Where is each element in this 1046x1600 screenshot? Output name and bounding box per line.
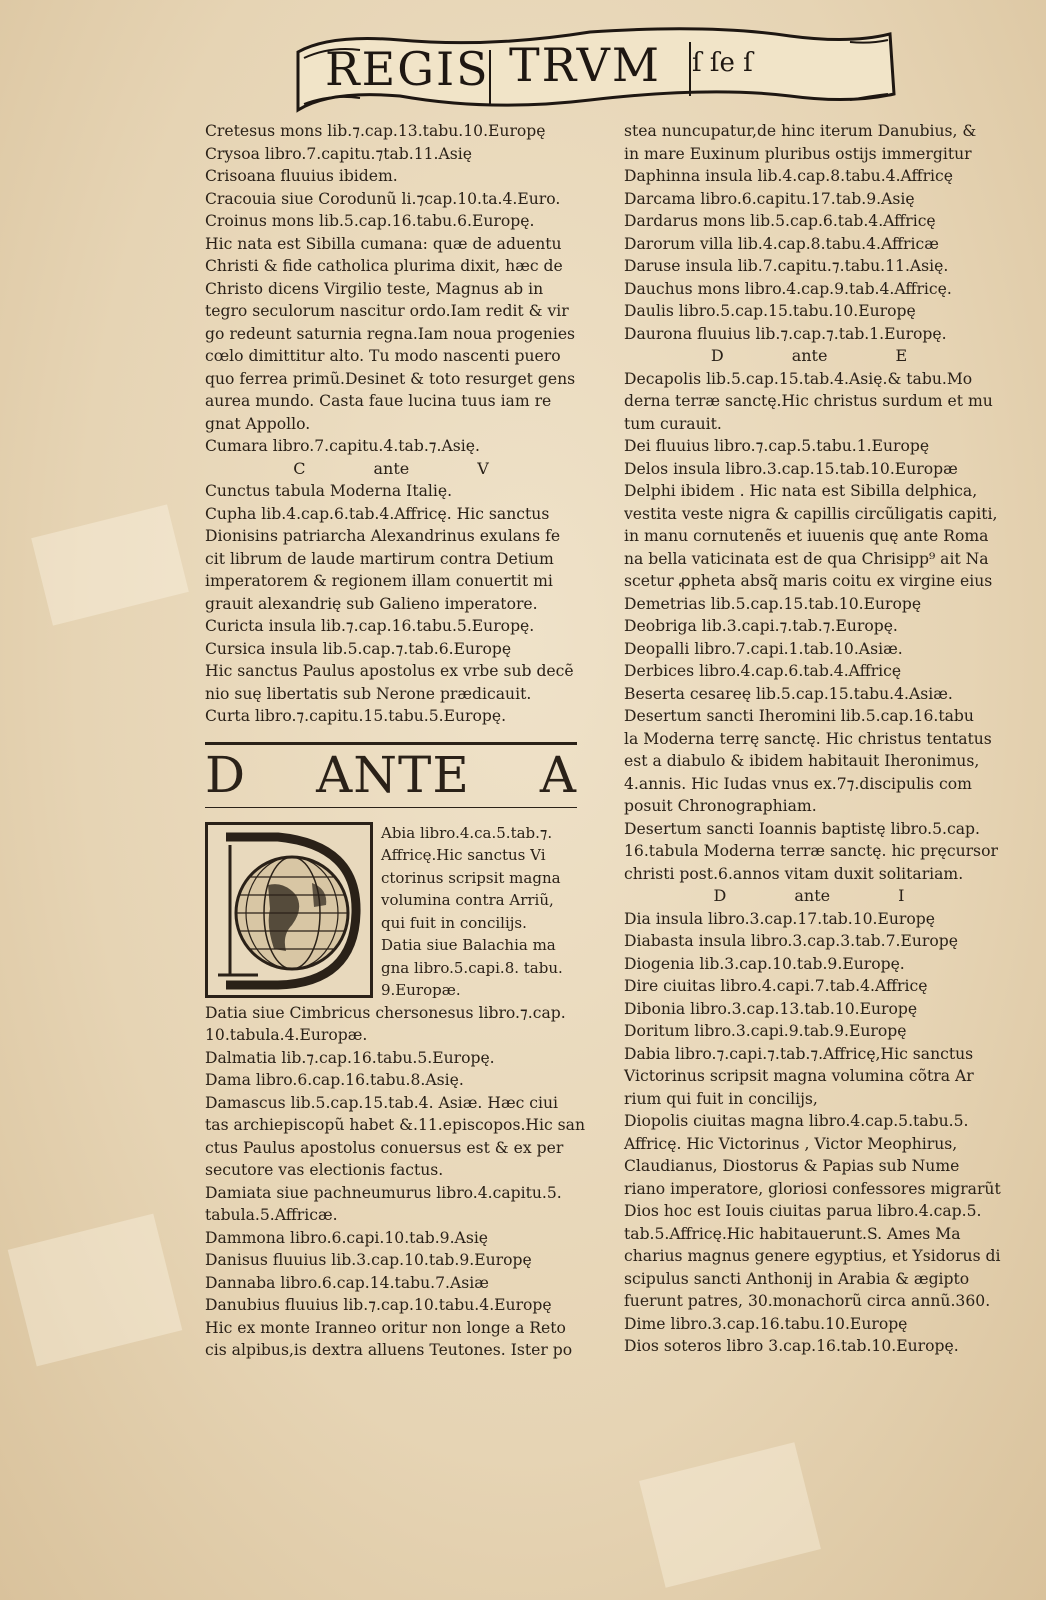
entry-line: cœlo dimittitur alto. Tu modo nascenti puero [205,347,561,365]
entry-line: stea nuncupatur,de hinc iterum Danubius, & [624,122,977,140]
entry-line: Datia siue Balachia ma [381,936,556,954]
entry-line: Victorinus scripsit magna volumina cõtra Ar [624,1067,974,1085]
entry-line: christi post.6.annos vitam duxit solitariam. [624,864,964,883]
section-ante: ante [794,886,831,905]
entry-line: Croinus mons lib.5.cap.16.tabu.6.Europę. [205,212,535,230]
left-column [205,120,586,1362]
paper-stain [8,1214,183,1367]
entry-line: riano imperatore, gloriosi confessores migrarũt [624,1179,1001,1198]
entry-line: Hic ex monte Iranneo oritur non longe a Reto [205,1318,566,1337]
entry-line: Affricę. Hic Victorinus , Victor Meophirus, [624,1134,958,1153]
divider-letter-d: D [205,746,247,805]
entry-line: 16.tabula Moderna terræ sanctę. hic pręcursor [624,842,998,860]
entry-line: Dire ciuitas libro.4.capi.7.tab.4.Affricę [624,977,928,995]
entry-line: tum curauit. [624,414,722,433]
folio-number: ſ ſe ſ [692,48,753,78]
section-letter: D [710,346,724,365]
entry-line: fuerunt patres, 30.monachorũ circa annũ.360. [624,1292,991,1310]
entry-line: scipulus sancti Anthonij in Arabia & ægipto [624,1269,970,1288]
entry-line: Curta libro.⁊.capitu.15.tabu.5.Europę. [205,707,507,725]
entry-line: qui fuit in concilijs. [381,913,527,932]
section-letter: D [713,886,727,905]
entry-line: Dia insula libro.3.cap.17.tab.10.Europę [624,909,935,928]
left-entries-bottom [205,1002,586,1362]
entry-line: Dalmatia lib.⁊.cap.16.tabu.5.Europę. [205,1048,495,1067]
header-word-1: REGIS [325,42,490,96]
entry-line: Delphi ibidem . Hic nata est Sibilla delphica, [624,482,978,500]
entry-line: Dardarus mons lib.5.cap.6.tab.4.Affricę [624,212,936,230]
entry-line: Cunctus tabula Moderna Italię. [205,482,453,500]
entry-line: gna libro.5.capi.8. tabu. [381,958,563,977]
section-heading-d-ante-i [624,885,994,908]
right-entries-bottom [624,908,1001,1358]
entry-line: secutore vas electionis factus. [205,1161,444,1179]
entry-line: Dibonia libro.3.cap.13.tab.10.Europę [624,999,918,1018]
entry-line: tab.5.Affricę.Hic habitauerunt.S. Ames Ma [624,1224,961,1243]
entry-line: Desertum sancti Ioannis baptistę libro.5.cap. [624,819,980,838]
entry-line: Damascus lib.5.cap.15.tab.4. Asiæ. Hæc ciui [205,1093,559,1112]
entry-line: Curicta insula lib.⁊.cap.16.tabu.5.Europę. [205,617,535,635]
divider-letter-a: A [539,746,577,805]
entry-line: Daurona fluuius lib.⁊.cap.⁊.tab.1.Europę. [624,324,947,343]
entry-line: est a diabulo & ibidem habitauit Iheronimus, [624,752,980,770]
entry-line: scetur ꝓpheta absq̃ maris coitu ex virgine eius [624,572,993,590]
entry-line: Diogenia lib.3.cap.10.tab.9.Europę. [624,954,905,973]
entry-line: in manu cornutenẽs et iuuenis quę ante Roma [624,527,989,545]
left-entries-top [205,120,577,458]
entry-line: Dios soteros libro 3.cap.16.tab.10.Europę. [624,1337,959,1355]
entry-line: Hic nata est Sibilla cumana: quæ de aduentu [205,234,562,253]
entry-line: Datia siue Cimbricus chersonesus libro.⁊.cap. [205,1003,566,1022]
entry-line: Damiata siue pachneumurus libro.4.capitu.5. [205,1183,562,1202]
entry-line: Crysoa libro.7.capitu.⁊tab.11.Asię [205,144,472,163]
left-entries-mid [205,480,577,728]
section-ante: ante [373,458,410,478]
section-heading-d-ante-e [624,345,994,368]
entry-line: charius magnus genere egyptius, et Ysidorus di [624,1247,1001,1265]
entry-line: Cursica insula lib.5.cap.⁊.tab.6.Europę [205,639,512,658]
divider-ante: ANTE [316,746,470,805]
entry-line: gnat Appollo. [205,414,311,433]
entry-line: Darcama libro.6.capitu.17.tab.9.Asię [624,189,915,208]
right-entries-top [624,120,994,345]
entry-line: Beserta cesareę lib.5.cap.15.tabu.4.Asiæ. [624,684,953,703]
entry-line: Doritum libro.3.capi.9.tab.9.Europę [624,1022,907,1040]
entry-line: 4.annis. Hic Iudas vnus ex.7⁊.discipulis com [624,774,972,793]
entry-line: Delos insula libro.3.cap.15.tab.10.Europæ [624,459,958,478]
entry-line: imperatorem & regionem illam conuertit mi [205,572,553,590]
entry-line: cit librum de laude martirum contra Detium [205,549,554,568]
entry-line: Hic sanctus Paulus apostolus ex vrbe sub decẽ [205,662,574,680]
section-letter: E [895,346,908,365]
entry-line: Demetrias lib.5.cap.15.tab.10.Europę [624,594,922,613]
entry-line: grauit alexandrię sub Galieno imperatore. [205,594,538,613]
section-letter: I [898,886,905,905]
entry-line: aurea mundo. Casta faue lucina tuus iam re [205,392,552,410]
entry-line: Deopalli libro.7.capi.1.tab.10.Asiæ. [624,639,903,658]
entry-line: tegro seculorum nascitur ordo.Iam redit & vir [205,302,569,320]
entry-line: Dannaba libro.6.cap.14.tabu.7.Asiæ [205,1273,489,1292]
entry-line: Dios hoc est Iouis ciuitas parua libro.4.cap.5. [624,1202,982,1220]
entry-line: rium qui fuit in concilijs, [624,1089,818,1108]
entry-line: Crisoana fluuius ibidem. [205,167,398,185]
entry-line: tas archiepiscopũ habet &.11.episcopos.Hic san [205,1116,586,1134]
entry-line: Daphinna insula lib.4.cap.8.tabu.4.Affricę [624,167,953,185]
entry-line: Dammona libro.6.capi.10.tab.9.Asię [205,1228,489,1247]
entry-line: Desertum sancti Iheromini lib.5.cap.16.tabu [624,707,974,725]
entry-line: ctorinus scripsit magna [381,868,561,887]
entry-line: 9.Europæ. [381,981,461,999]
entry-line: Dabia libro.⁊.capi.⁊.tab.⁊.Affricę,Hic sanctus [624,1044,974,1063]
entry-line: Abia libro.4.ca.5.tab.⁊. [381,823,553,842]
paper-stain [639,1442,821,1587]
entry-line: Derbices libro.4.cap.6.tab.4.Affricę [624,662,902,680]
entry-line: Diabasta insula libro.3.cap.3.tab.7.Europę [624,932,958,950]
entry-line: la Moderna terrę sanctę. Hic christus tentatus [624,729,992,748]
entry-line: go redeunt saturnia regna.Iam noua progenies [205,324,576,343]
entry-line: Claudianus, Diostorus & Papias sub Nume [624,1157,960,1175]
entry-line: Daruse insula lib.7.capitu.⁊.tabu.11.Asię. [624,257,949,275]
entry-line: Christo dicens Virgilio teste, Magnus ab in [205,279,544,298]
entry-line: in mare Euxinum pluribus ostijs immergitur [624,144,972,163]
section-divider-d-ante-a [205,742,577,808]
entry-line: quo ferrea primũ.Desinet & toto resurget gens [205,369,576,388]
section-letter: V [477,458,489,478]
entry-line: nio suę libertatis sub Nerone prædicauit. [205,684,532,703]
entry-line: Dama libro.6.cap.16.tabu.8.Asię. [205,1071,464,1089]
entry-line: Daulis libro.5.cap.15.tabu.10.Europę [624,302,916,320]
entry-line: Cretesus mons lib.⁊.cap.13.tabu.10.Europę [205,122,546,140]
woodcut-initial-d-globe [205,822,373,998]
entry-line: Deobriga lib.3.capi.⁊.tab.⁊.Europę. [624,617,898,635]
entry-line: Cupha lib.4.cap.6.tab.4.Affricę. Hic sanctus [205,504,550,523]
entry-line: Danisus fluuius lib.3.cap.10.tab.9.Europę [205,1251,532,1269]
section-heading-c-ante-v [205,458,577,481]
entry-line: tabula.5.Affricæ. [205,1206,338,1224]
woodcut-side-entries [381,822,577,1002]
header-word-2: TRVM [509,38,661,92]
entry-line: Dei fluuius libro.⁊.cap.5.tabu.1.Europę [624,437,930,455]
paper-stain [31,504,189,625]
section-letter: C [293,458,306,478]
entry-line: Decapolis lib.5.cap.15.tab.4.Asię.& tabu.Mo [624,369,973,388]
entry-line: Cumara libro.7.capitu.4.tab.⁊.Asię. [205,437,480,455]
entry-line: Danubius fluuius lib.⁊.cap.10.tabu.4.Europę [205,1296,552,1314]
entry-line: Dime libro.3.cap.16.tabu.10.Europę [624,1314,908,1333]
entry-line: cis alpibus,is dextra alluens Teutones. Ister po [205,1341,573,1359]
entry-line: posuit Chronographiam. [624,797,817,815]
entry-line: 10.tabula.4.Europæ. [205,1026,368,1044]
entry-line: Diopolis ciuitas magna libro.4.cap.5.tabu.5. [624,1112,969,1130]
entry-line: Christi & fide catholica plurima dixit, hæc de [205,257,563,275]
entry-line: ctus Paulus apostolus conuersus est & ex per [205,1138,564,1157]
entry-line: na bella vaticinata est de qua Chrisipp⁹ ait Na [624,549,989,568]
header-banner [290,24,910,116]
entry-line: Dauchus mons libro.4.cap.9.tab.4.Affricę. [624,279,952,298]
entry-line: derna terræ sanctę.Hic christus surdum et mu [624,392,993,410]
initial-block [205,822,577,1002]
right-entries-mid [624,368,998,886]
entry-line: Darorum villa lib.4.cap.8.tabu.4.Affricæ [624,234,939,253]
section-ante: ante [791,346,828,365]
entry-line: Cracouia siue Corodunũ li.⁊cap.10.ta.4.Euro. [205,189,561,208]
entry-line: Affricę.Hic sanctus Vi [381,846,546,864]
entry-line: volumina contra Arriũ, [381,891,554,909]
entry-line: Dionisins patriarcha Alexandrinus exulans fe [205,527,561,545]
right-column [624,120,1001,1358]
entry-line: vestita veste nigra & capillis circũligatis capiti, [624,504,998,523]
